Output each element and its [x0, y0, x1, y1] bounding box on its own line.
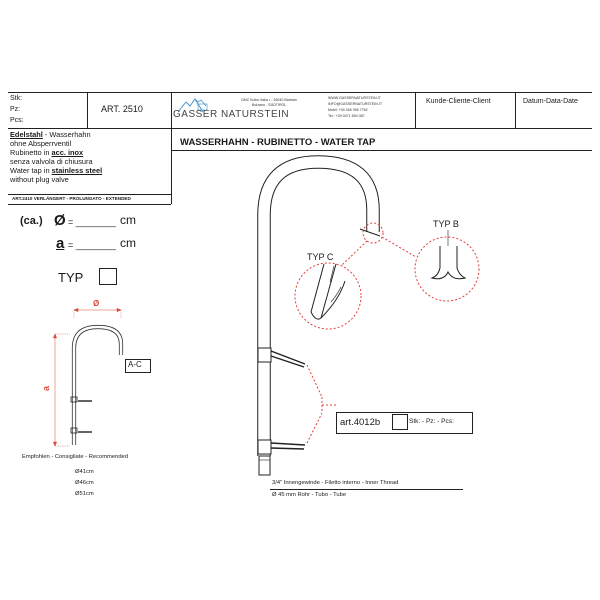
- small-height-label: a: [41, 385, 52, 392]
- recommended-option: Ø51cm: [75, 491, 94, 497]
- extended-version-note: ART.2410 VERLÄNGERT - PROLUNGATO - EXTENDED: [12, 196, 131, 201]
- company-email: INFO@GASSERNATURSTEIN.IT: [328, 102, 383, 106]
- stk-label: Stk:: [10, 95, 23, 102]
- typ-b-label: TYP B: [433, 219, 459, 229]
- height-unit: cm: [120, 236, 136, 250]
- ac-type-label: A-C: [128, 360, 142, 369]
- recommended-option: Ø46cm: [75, 480, 94, 486]
- typ-label: TYP: [58, 270, 84, 285]
- client-label: Kunde-Cliente-Client: [426, 98, 491, 105]
- header-top-rule: [8, 92, 592, 93]
- description-line: ohne Absperrventil: [10, 139, 72, 148]
- accessory-article: art.4012b: [340, 417, 381, 428]
- header-bottom-rule: [8, 128, 592, 129]
- header-divider: [171, 92, 172, 204]
- company-address-line: Bolzano - SÜDTIROL: [252, 103, 287, 107]
- accessory-quantity-label: Stk: - Pz: - Pcs:: [409, 418, 454, 425]
- date-label: Datum-Data-Date: [523, 98, 578, 105]
- divider: [8, 204, 171, 205]
- header-divider: [515, 92, 516, 128]
- header-divider: [415, 92, 416, 128]
- recommended-option: Ø41cm: [75, 469, 94, 475]
- description-line: without plug valve: [10, 175, 69, 184]
- tube-note: Ø 45 mm Rohr - Tubo - Tube: [272, 492, 347, 498]
- height-input[interactable]: = ________: [68, 240, 116, 250]
- title-rule: [171, 150, 592, 151]
- typ-c-leader: [330, 266, 334, 282]
- company-logo-text: GASSER NATURSTEIN: [173, 109, 290, 120]
- thread-note-rule: [270, 489, 463, 490]
- pcs-label: Pcs:: [10, 117, 24, 124]
- divider: [8, 194, 171, 195]
- description-line: senza valvola di chiusura: [10, 157, 93, 166]
- diameter-input[interactable]: = ________: [68, 217, 116, 227]
- header-divider: [87, 92, 88, 128]
- approx-label: (ca.): [20, 215, 43, 227]
- small-diameter-label: Ø: [93, 299, 100, 308]
- recommended-heading: Empfohlen - Consigliate - Recommended: [22, 454, 129, 460]
- company-phone: Tel.: +39 0471 654 087: [328, 114, 365, 118]
- description-line: Water tap in stainless steel: [10, 166, 103, 175]
- typ-checkbox[interactable]: [99, 268, 117, 285]
- height-symbol: a: [56, 235, 65, 252]
- accessory-checkbox[interactable]: [392, 414, 408, 430]
- article-number: ART. 2510: [101, 104, 143, 114]
- type-b-spout-icon: [432, 230, 465, 279]
- company-mobile: Mobil: +39 348 396 7762: [328, 108, 368, 112]
- typ-c-label: TYP C: [307, 252, 334, 262]
- small-tap-drawing: [71, 327, 121, 445]
- small-dimension-lines: [53, 308, 121, 446]
- company-address-line: GMZ Kultur Italia • - 39040 Barbian: [241, 98, 297, 102]
- company-website: WWW.GASSERNATURSTEIN.IT: [328, 96, 381, 100]
- description-line: Rubinetto in acc. inox: [10, 148, 84, 157]
- thread-note: 3/4" Innengewinde - Filetto interno - Inner Thread: [272, 480, 399, 486]
- diameter-unit: cm: [120, 213, 136, 227]
- material-line: Edelstahl - Wasserhahn: [10, 130, 91, 139]
- drawing-title: WASSERHAHN - RUBINETTO - WATER TAP: [180, 137, 376, 148]
- type-c-spout-icon: [311, 264, 345, 319]
- diameter-symbol: Ø: [54, 212, 66, 229]
- pz-label: Pz:: [10, 106, 21, 113]
